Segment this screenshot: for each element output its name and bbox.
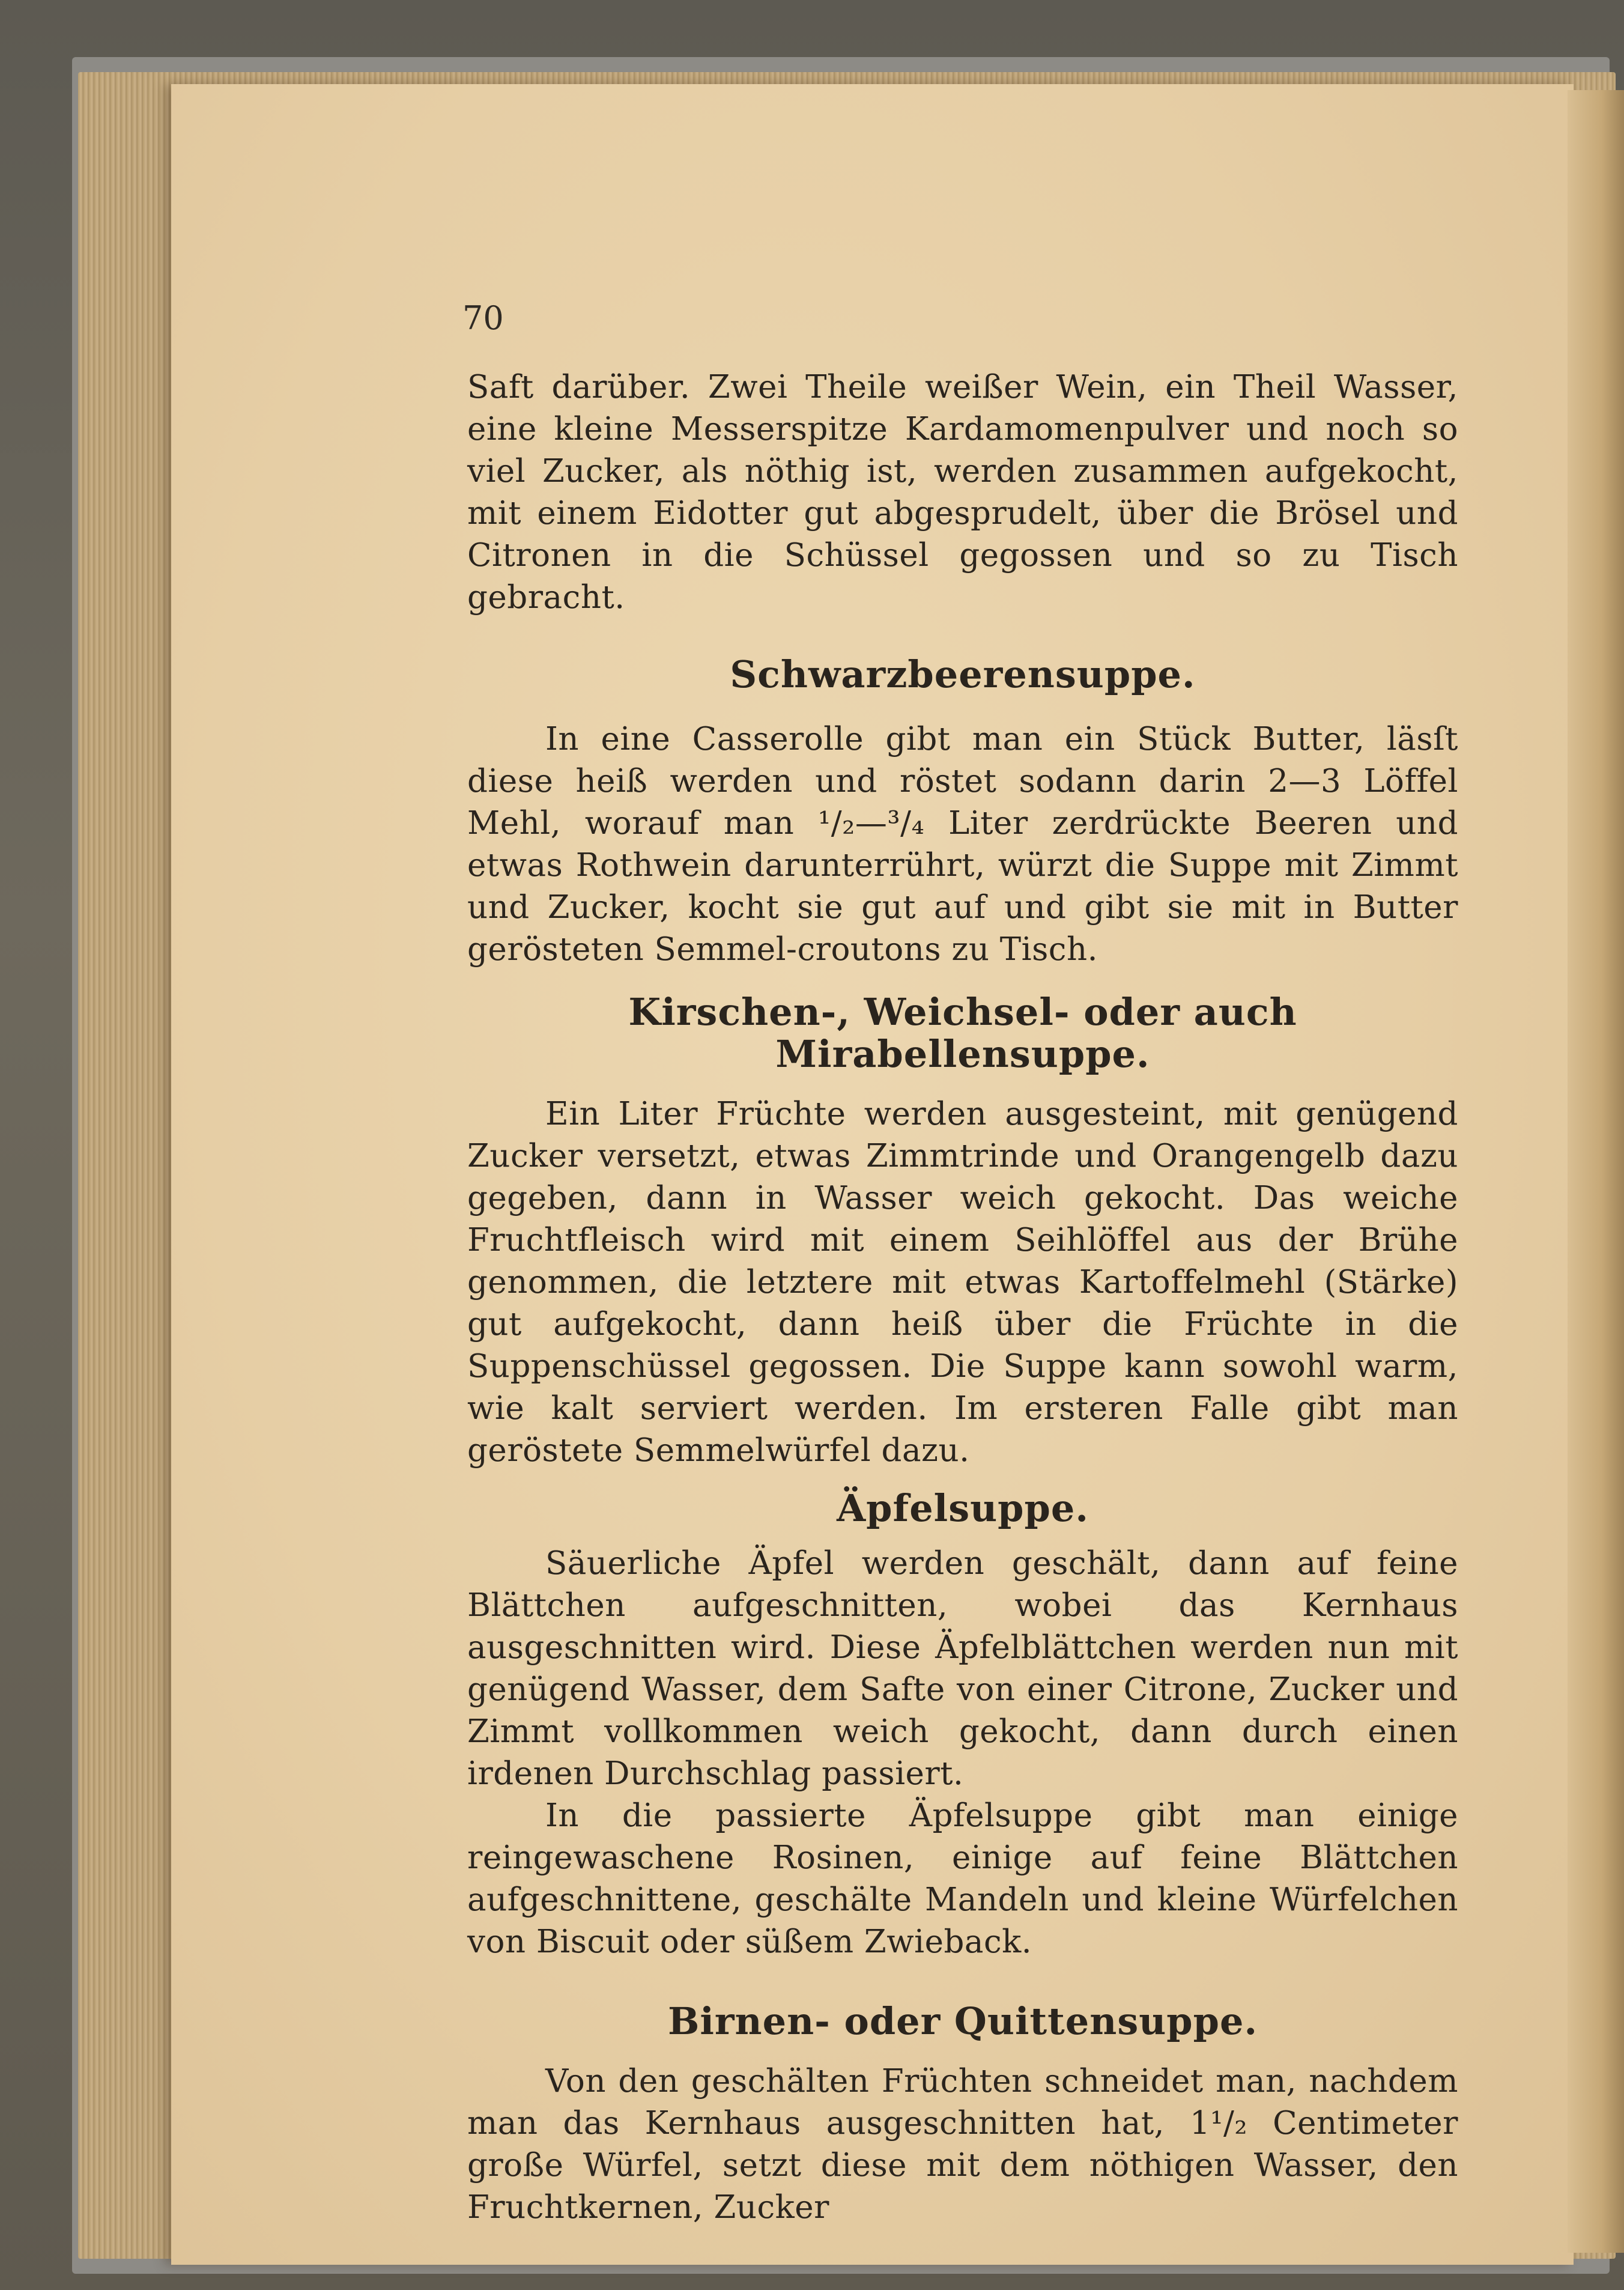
intro-paragraph: Saft darüber. Zwei Theile weißer Wein, ein Theil Wasser, eine kleine Messerspitze Kardamomenpulver und noch so viel Zucker, als nöthig ist, werden zusammen aufgekocht, mit einem Eidotter gut abgesprudelt, über die Brösel und Citronen in die Schüssel gegossen und so zu Tisch gebracht. [467, 369, 1458, 616]
next-page-edge [1568, 90, 1624, 2253]
heading-birnensuppe: Birnen- oder Quittensuppe. [667, 1999, 1258, 2043]
heading-aepfelsuppe: Äpfelsuppe. [837, 1486, 1089, 1530]
paragraph-kirschensuppe: Ein Liter Früchte werden ausgesteint, mit genügend Zucker versetzt, etwas Zimmtrinde und Orangengelb dazu gegeben, dann in Wasser weich gekocht. Das weiche Fruchtfleisch wird mit einem Seihlöffel aus der Brühe genommen, die letztere mit etwas Kartoffelmehl (Stärke) gut aufgekocht, dann heiß über die Früchte in die Suppenschüssel gegossen. Die Suppe kann sowohl warm, wie kalt serviert werden. Im ersteren Falle gibt man geröstete Semmelwürfel dazu. [467, 1096, 1458, 1469]
paragraph-aepfelsuppe-2: In die passierte Äpfelsuppe gibt man einige reingewaschene Rosinen, einige auf feine Blättchen aufgeschnittene, geschälte Mandeln und kleine Würfelchen von Biscuit oder süßem Zwieback. [467, 1797, 1458, 1960]
heading-kirschensuppe: Kirschen-, Weichsel- oder auch Mirabellensuppe. [628, 990, 1297, 1076]
paragraph-birnensuppe: Von den geschälten Früchten schneidet man, nachdem man das Kernhaus ausgeschnitten hat, 1¹/₂ Centimeter große Würfel, setzt diese mit dem nöthigen Wasser, den Fruchtkernen, Zucker [467, 2063, 1458, 2226]
paragraph-aepfelsuppe-1: Säuerliche Äpfel werden geschält, dann auf feine Blättchen aufgeschnitten, wobei das Kernhaus ausgeschnitten wird. Diese Äpfelblättchen werden nun mit genügend Wasser, dem Safte von einer Citrone, Zucker und Zimmt vollkommen weich gekocht, dann durch einen irdenen Durchschlag passiert. [467, 1545, 1458, 1792]
page-number: 70 [462, 299, 504, 337]
page-text [467, 366, 1458, 2229]
paragraph-schwarzbeerensuppe: In eine Casserolle gibt man ein Stück Butter, läsſt diese heiß werden und röstet sodann darin 2—3 Löffel Mehl, worauf man ¹/₂—³/₄ Liter zerdrückte Beeren und etwas Rothwein darunterrührt, würzt die Suppe mit Zimmt und Zucker, kocht sie gut auf und gibt sie mit in Butter gerösteten Semmel-croutons zu Tisch. [467, 721, 1458, 968]
heading-schwarzbeerensuppe: Schwarzbeerensuppe. [730, 652, 1196, 696]
